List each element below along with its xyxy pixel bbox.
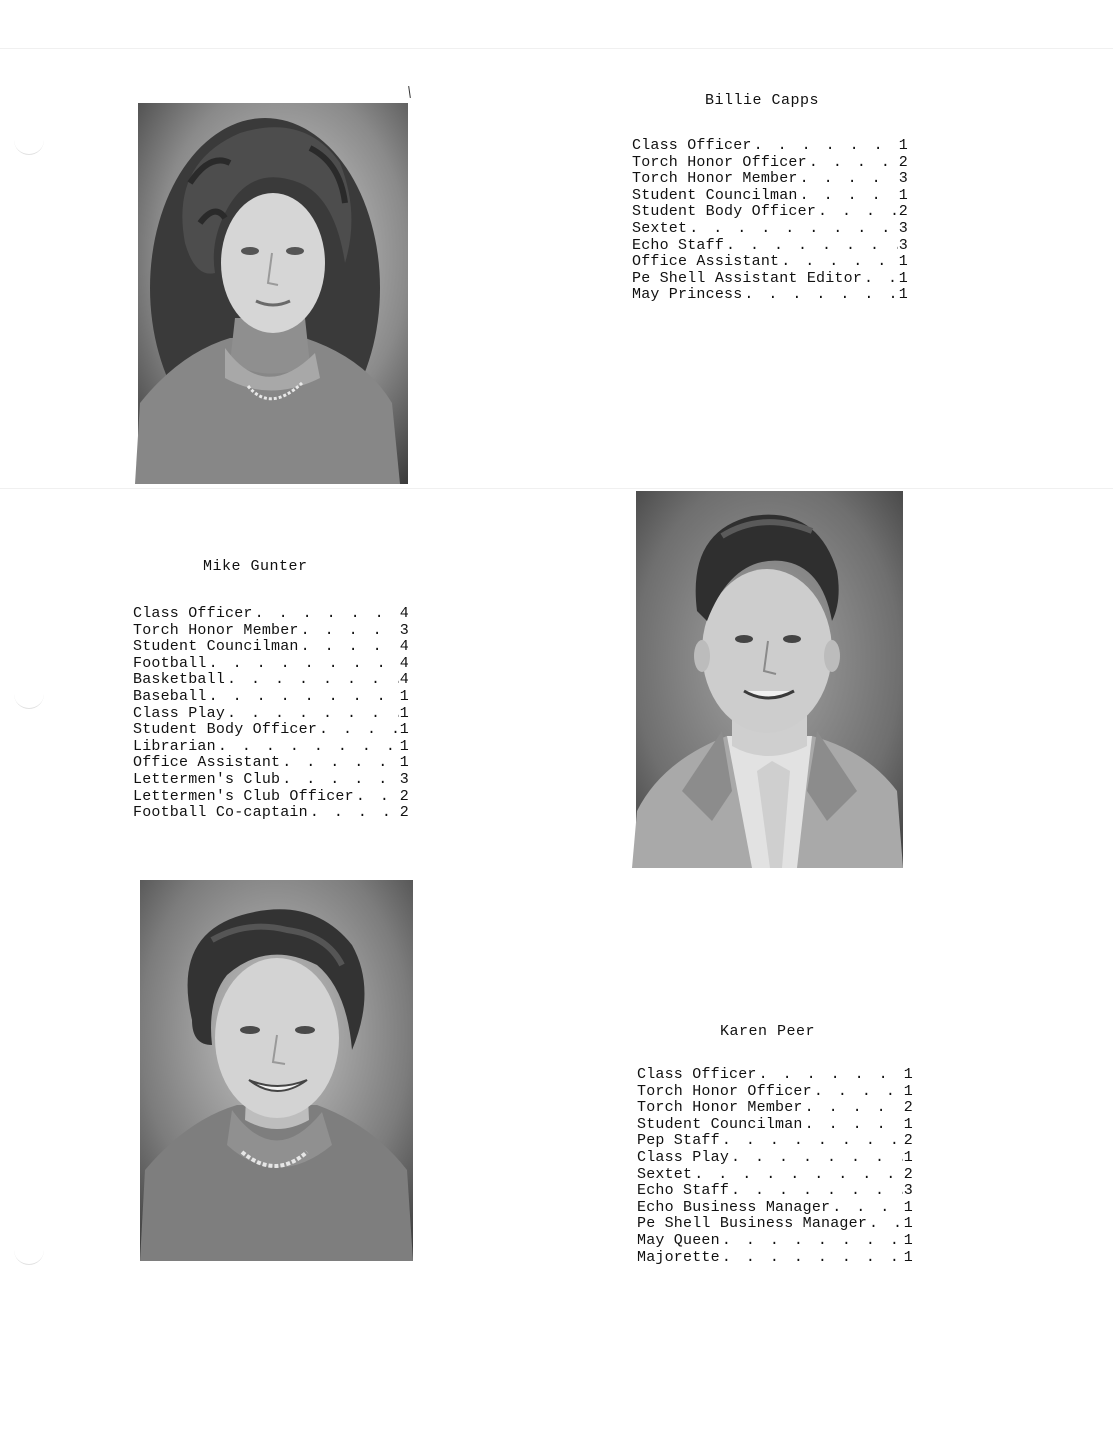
punch-hole (14, 140, 44, 155)
scan-line (0, 48, 1113, 49)
activity-item: Echo Staff . . . 3 (637, 1183, 913, 1200)
activity-list (133, 606, 409, 822)
activity-item: Sextet . . . 3 (632, 221, 908, 238)
activity-item: Office Assistant . . . 1 (632, 254, 908, 271)
activity-item: Torch Honor Member . . . 3 (133, 623, 409, 640)
activity-item: Class Officer . . . 1 (637, 1067, 913, 1084)
activity-item: Office Assistant . . . 1 (133, 755, 409, 772)
activity-item: Class Officer . . . 4 (133, 606, 409, 623)
student-name: Karen Peer (720, 1023, 816, 1040)
activity-item: Echo Staff . . . 3 (632, 238, 908, 255)
punch-hole (14, 694, 44, 709)
activity-item: Pep Staff . . . 2 (637, 1133, 913, 1150)
activity-item: Class Play . . . 1 (637, 1150, 913, 1167)
activity-item: Echo Business Manager . . . 1 (637, 1200, 913, 1217)
activity-item: Pe Shell Business Manager . . . 1 (637, 1216, 913, 1233)
activity-item: Lettermen's Club Officer . . . 2 (133, 789, 409, 806)
pencil-mark (408, 86, 411, 98)
activity-item: Class Officer . . . 1 (632, 138, 908, 155)
portrait-photo-billie-capps (130, 103, 408, 484)
activity-item: Torch Honor Member . . . 2 (637, 1100, 913, 1117)
activity-item: Librarian . . . 1 (133, 739, 409, 756)
activity-item: Student Councilman . . . 1 (632, 188, 908, 205)
activity-item: Student Councilman . . . 4 (133, 639, 409, 656)
activity-item: Student Councilman . . . 1 (637, 1117, 913, 1134)
activity-list (637, 1067, 913, 1266)
activity-item: Torch Honor Officer . . . 2 (632, 155, 908, 172)
portrait-photo-mike-gunter (632, 491, 903, 868)
activity-item: Sextet . . . 2 (637, 1167, 913, 1184)
punch-hole (14, 1250, 44, 1265)
activity-item: Basketball . . . 4 (133, 672, 409, 689)
activity-item: Majorette . . . 1 (637, 1250, 913, 1267)
activity-item: Lettermen's Club . . . 3 (133, 772, 409, 789)
activity-item: Torch Honor Member . . . 3 (632, 171, 908, 188)
activity-item: Student Body Officer . . . 2 (632, 204, 908, 221)
activity-item: Pe Shell Assistant Editor . . . 1 (632, 271, 908, 288)
student-name: Billie Capps (705, 92, 820, 109)
activity-item: May Queen . . . 1 (637, 1233, 913, 1250)
activity-item: Baseball . . . 1 (133, 689, 409, 706)
activity-item: Football Co-captain . . . 2 (133, 805, 409, 822)
scan-line (0, 488, 1113, 489)
activity-item: Class Play . . . 1 (133, 706, 409, 723)
activity-item: Student Body Officer . . . 1 (133, 722, 409, 739)
portrait-photo-karen-peer (137, 880, 413, 1261)
student-name: Mike Gunter (203, 558, 308, 575)
activity-list (632, 138, 908, 304)
activity-item: Football . . . 4 (133, 656, 409, 673)
activity-item: May Princess . . . 1 (632, 287, 908, 304)
activity-item: Torch Honor Officer . . . 1 (637, 1084, 913, 1101)
